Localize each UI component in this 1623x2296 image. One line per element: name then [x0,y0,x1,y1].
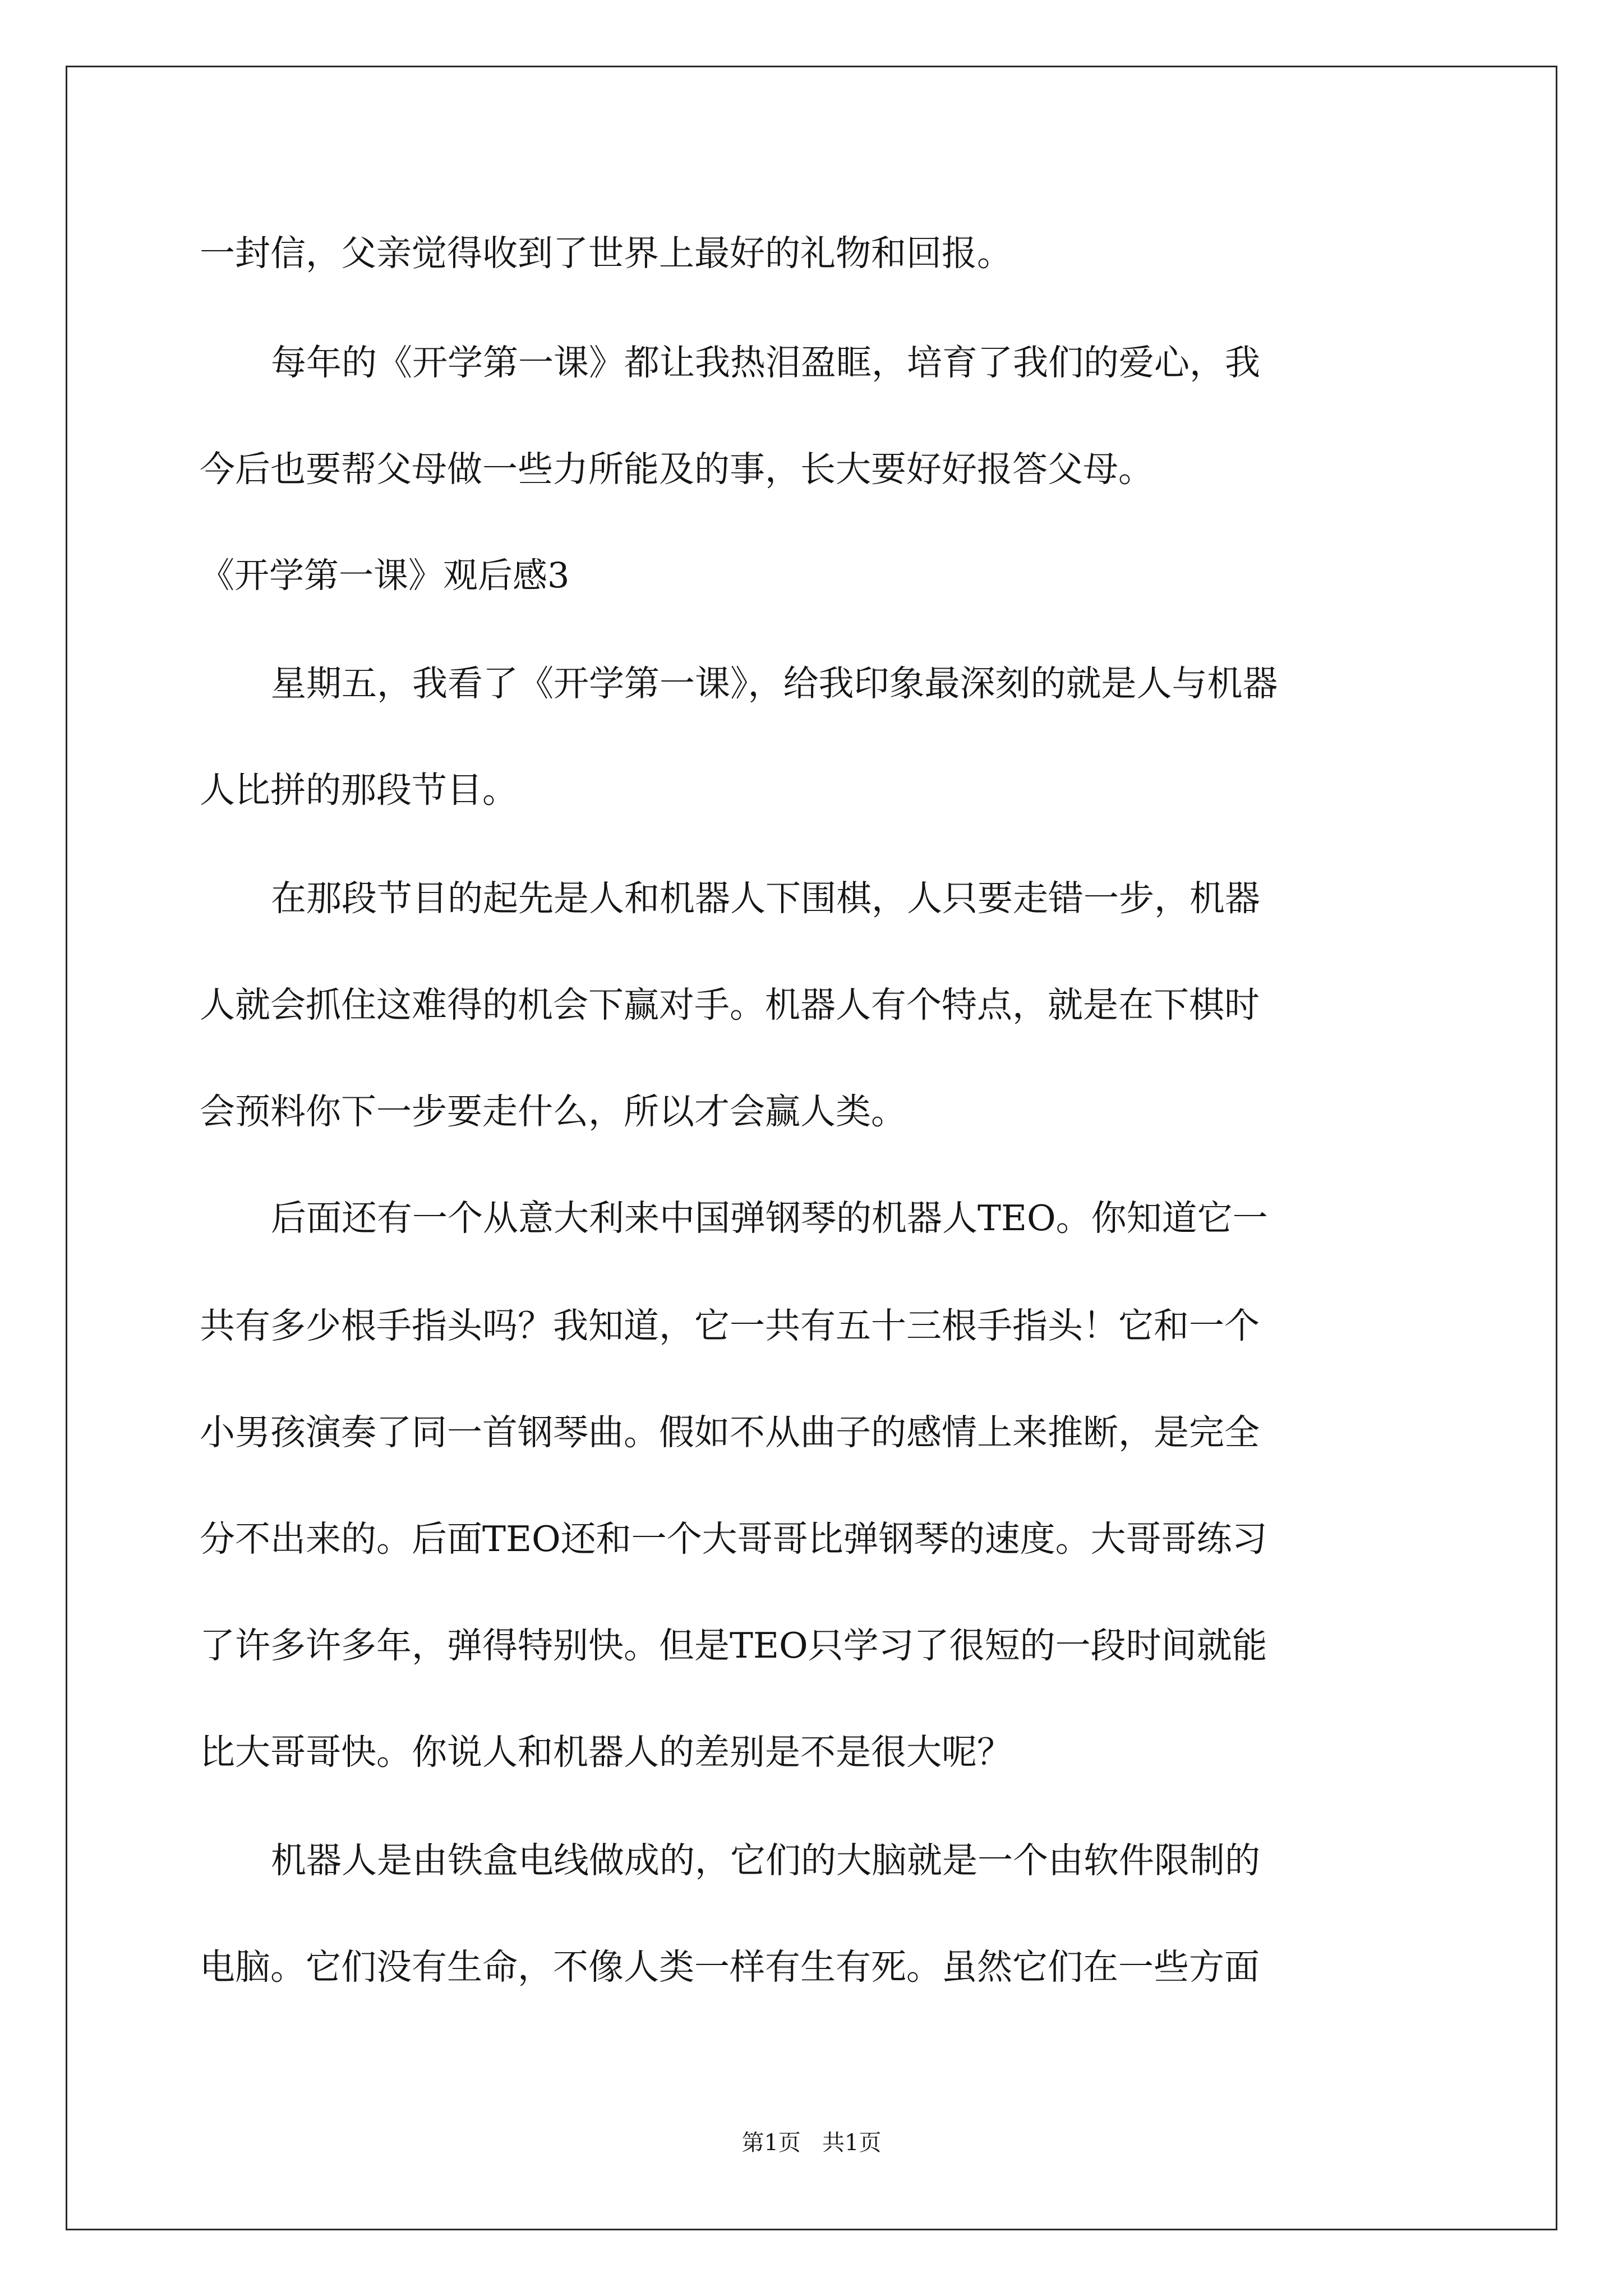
paragraph-first-line: 机器人是由铁盒电线做成的，它们的大脑就是一个由软件限制的 [271,1840,1260,1881]
text-line: 小男孩演奏了同一首钢琴曲。假如不从曲子的感情上来推断，是完全 [200,1412,1260,1453]
text-line: 共有多少根手指头吗？我知道，它一共有五十三根手指头！它和一个 [200,1305,1260,1346]
paragraph-first-line: 每年的《开学第一课》都让我热泪盈眶，培育了我们的爱心，我 [271,342,1260,383]
paragraph-first-line: 在那段节目的起先是人和机器人下围棋，人只要走错一步，机器 [271,878,1260,919]
text-line: 电脑。它们没有生命，不像人类一样有生有死。虽然它们在一些方面 [200,1947,1260,1987]
text-line: 人就会抓住这难得的机会下赢对手。机器人有个特点，就是在下棋时 [200,984,1260,1025]
paragraph-first-line: 星期五，我看了《开学第一课》，给我印象最深刻的就是人与机器 [271,663,1278,704]
text-line: 今后也要帮父母做一些力所能及的事，长大要好好报答父母。 [200,449,1154,490]
paragraph-first-line: 后面还有一个从意大利来中国弹钢琴的机器人TEO。你知道它一 [271,1198,1268,1239]
text-line: 比大哥哥快。你说人和机器人的差别是不是很大呢？ [200,1732,1012,1773]
text-line: 了许多许多年，弹得特别快。但是TEO只学习了很短的一段时间就能 [200,1625,1267,1666]
page-border [66,66,1557,2230]
text-line: 分不出来的。后面TEO还和一个大哥哥比弹钢琴的速度。大哥哥练习 [200,1519,1267,1559]
text-line: 会预料你下一步要走什么，所以才会赢人类。 [200,1091,906,1132]
page-number-footer: 第1页 共1页 [741,2130,882,2156]
text-line: 一封信，父亲觉得收到了世界上最好的礼物和回报。 [200,233,1012,274]
section-heading: 《开学第一课》观后感3 [200,555,570,596]
text-line: 人比拼的那段节目。 [200,770,518,811]
